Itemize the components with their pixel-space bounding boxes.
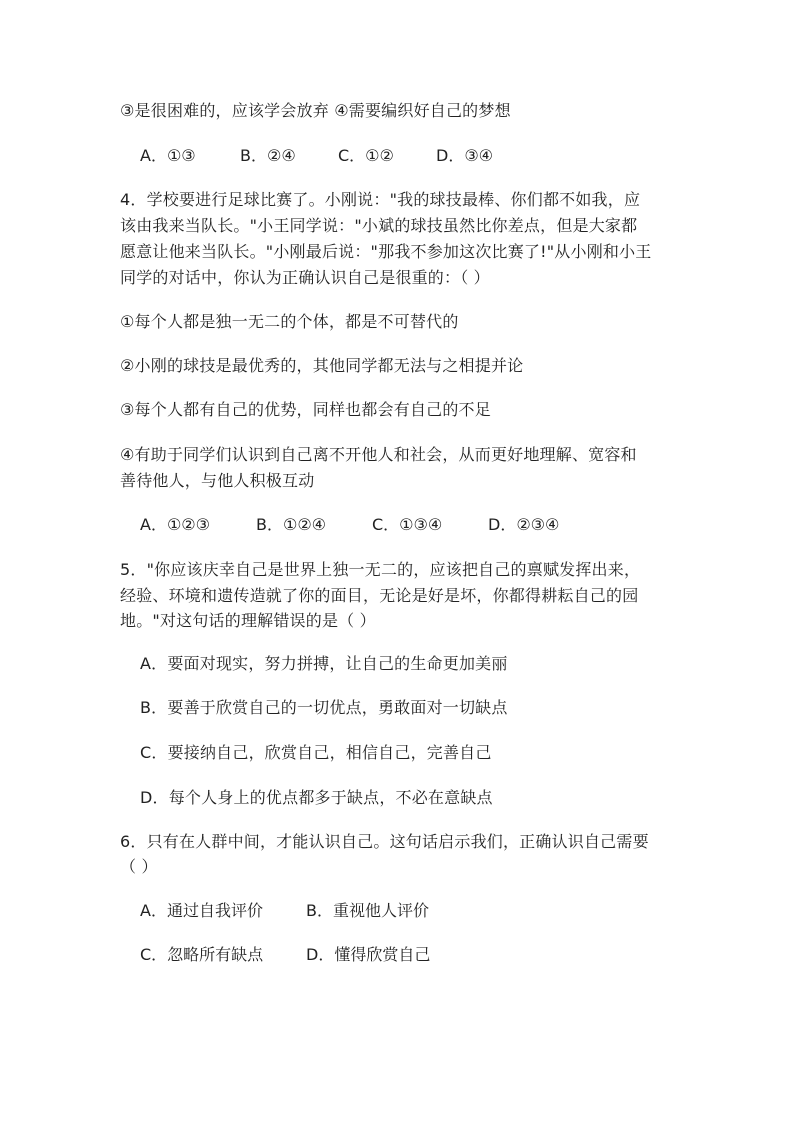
q4-item-3: ③每个人都有自己的优势，同样也都会有自己的不足	[120, 400, 491, 419]
q3-option-d: D．③④	[436, 146, 494, 165]
q4-item-4-cont: 善待他人，与他人积极互动	[120, 471, 315, 490]
q3-item-line: ③是很困难的，应该学会放弃 ④需要编织好自己的梦想	[120, 101, 511, 120]
q4-item-2: ②小刚的球技是最优秀的，其他同学都无法与之相提并论	[120, 356, 524, 375]
q3-option-a: A．①③	[140, 146, 196, 165]
q6-options-row-2	[140, 945, 430, 965]
q4-option-b: B．①②④	[256, 515, 327, 534]
q4-item-4: ④有助于同学们认识到自己离不开他人和社会，从而更好地理解、宽容和	[120, 445, 637, 464]
q3-option-b: B．②④	[240, 146, 296, 165]
q4-option-c: C．①③④	[372, 515, 443, 534]
q4-stem-line-2: 该由我来当队长。"小王同学说："小斌的球技虽然比你差点，但是大家都	[120, 216, 638, 235]
q3-options	[140, 146, 493, 166]
q4-options	[140, 515, 559, 535]
q3-option-c: C．①②	[338, 146, 394, 165]
q5-option-d: D．每个人身上的优点都多于缺点，不必在意缺点	[140, 788, 493, 807]
q6-options-row-1	[140, 901, 429, 921]
q6-stem-line-2: （ ）	[120, 857, 158, 876]
q4-option-a: A．①②③	[140, 515, 210, 534]
q5-stem-line-2: 经验、环境和遗传造就了你的面目，无论是好是坏，你都得耕耘自己的园	[120, 586, 639, 605]
q5-option-c: C．要接纳自己，欣赏自己，相信自己，完善自己	[140, 743, 492, 762]
q6-stem-line-1: 6．只有在人群中间，才能认识自己。这句话启示我们，正确认识自己需要	[120, 832, 649, 851]
q6-option-c: C．忽略所有缺点	[140, 945, 264, 964]
q4-stem-line-3: 愿意让他来当队长。"小刚最后说："那我不参加这次比赛了!"从小刚和小王	[120, 242, 652, 261]
q5-stem-line-3: 地。"对这句话的理解错误的是（ ）	[120, 611, 376, 630]
q4-stem-line-1: 4．学校要进行足球比赛了。小刚说："我的球技最棒、你们都不如我，应	[120, 190, 641, 209]
q6-option-b: B．重视他人评价	[306, 901, 429, 920]
q4-option-d: D．②③④	[488, 515, 560, 534]
q5-option-a: A．要面对现实，努力拼搏，让自己的生命更加美丽	[140, 654, 508, 673]
q5-option-b: B．要善于欣赏自己的一切优点，勇敢面对一切缺点	[140, 698, 508, 717]
q6-option-a: A．通过自我评价	[140, 901, 263, 920]
q4-stem-line-4: 同学的对话中，你认为正确认识自己是很重的：（ ）	[120, 268, 490, 287]
q6-option-d: D．懂得欣赏自己	[306, 945, 431, 964]
q5-stem-line-1: 5．"你应该庆幸自己是世界上独一无二的，应该把自己的禀赋发挥出来，	[120, 560, 641, 579]
q4-item-1: ①每个人都是独一无二的个体，都是不可替代的	[120, 312, 459, 331]
